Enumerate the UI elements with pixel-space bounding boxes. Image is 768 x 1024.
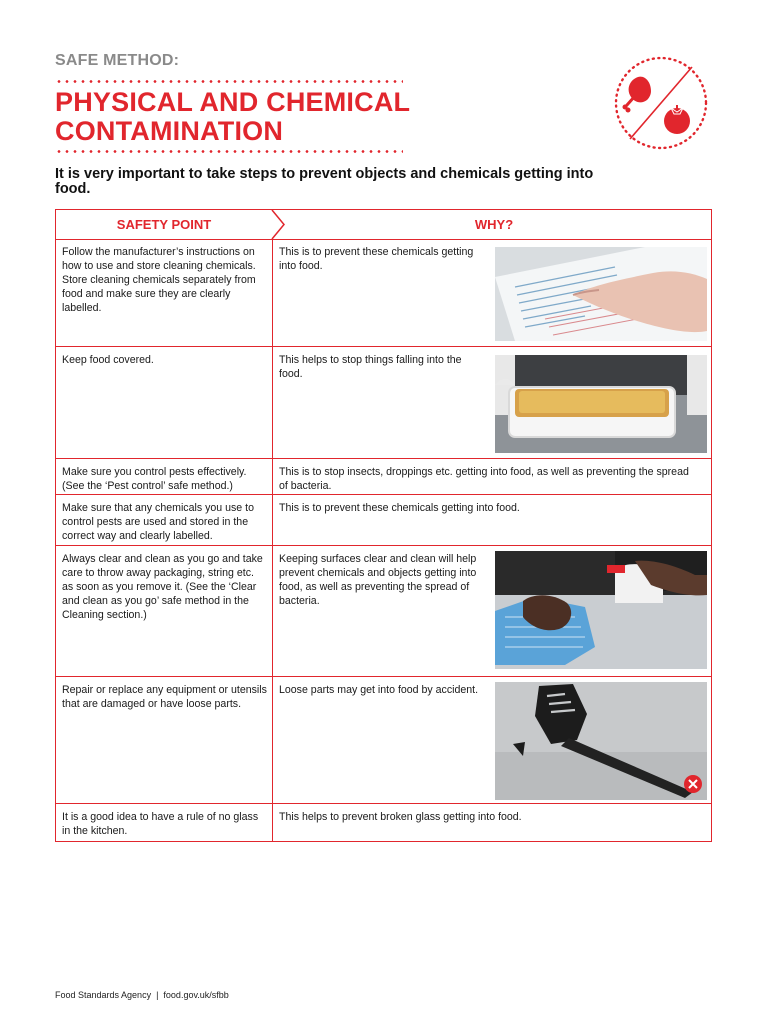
page-title <box>55 88 455 146</box>
column-divider <box>272 459 273 494</box>
why-text: Keeping surfaces clear and clean will help prevent chemicals and objects getting into food, as well as preventing the spread of bacteria. <box>279 553 477 607</box>
broken-spatula-photo <box>495 682 707 800</box>
column-divider <box>272 677 273 803</box>
table-row <box>56 347 711 459</box>
table-row <box>56 804 711 842</box>
column-divider <box>272 804 273 842</box>
safety-point-text: It is a good idea to have a rule of no glass in the kitchen. <box>62 811 259 837</box>
why-text: This helps to prevent broken glass getting into food. <box>279 811 522 823</box>
footer-org: Food Standards Agency <box>55 990 152 1000</box>
header-safety-point: SAFETY POINT <box>116 217 212 232</box>
safety-point-text: Make sure you control pests effectively. (See the ‘Pest control’ safe method.) <box>62 466 247 492</box>
covered-food-tray-photo <box>495 355 707 453</box>
header-why: WHY? <box>474 217 514 232</box>
no-raw-chicken-with-tomato-icon <box>608 55 714 151</box>
page-footer <box>55 990 229 1000</box>
title-line-2: CONTAMINATION <box>55 116 284 146</box>
column-divider <box>272 347 273 458</box>
table-row <box>56 459 711 495</box>
table-row <box>56 546 711 677</box>
table-header <box>56 210 711 240</box>
why-text: This is to prevent these chemicals getting into food. <box>279 502 520 514</box>
why-text: This helps to stop things falling into the food. <box>279 354 462 380</box>
why-text: Loose parts may get into food by accident. <box>279 684 479 696</box>
column-divider <box>272 546 273 676</box>
safety-point-text: Make sure that any chemicals you use to control pests are used and stored in the correct way and clearly labelled. <box>62 502 254 542</box>
safety-point-text: Keep food covered. <box>62 354 154 366</box>
why-text: This is to prevent these chemicals getting into food. <box>279 246 474 272</box>
section-eyebrow: SAFE METHOD: <box>55 52 180 69</box>
dotted-rule-top <box>55 80 403 83</box>
safety-point-text: Repair or replace any equipment or utensils that are damaged or have loose parts. <box>62 684 267 710</box>
cleaning-surface-photo <box>495 551 707 669</box>
safety-table <box>55 209 712 842</box>
why-text: This is to stop insects, droppings etc. getting into food, as well as preventing the spread of bacteria. <box>279 466 689 492</box>
title-line-1: PHYSICAL AND CHEMICAL <box>55 87 411 117</box>
safety-point-text: Always clear and clean as you go and take care to throw away packaging, string etc. as soon as you remove it. (See the ‘Clear and clean as you go’ safe method in the Cleaning section.) <box>62 553 263 621</box>
table-row <box>56 495 711 546</box>
chemical-label-photo <box>495 247 707 341</box>
table-row <box>56 239 711 347</box>
table-row <box>56 677 711 804</box>
column-divider <box>272 495 273 545</box>
dotted-rule-bottom <box>55 150 403 153</box>
footer-url-link[interactable]: food.gov.uk/sfbb <box>163 990 229 1000</box>
intro-text: It is very important to take steps to prevent objects and chemicals getting into food. <box>55 166 594 197</box>
footer-separator: | <box>156 990 159 1000</box>
column-divider <box>272 239 273 346</box>
safety-point-text: Follow the manufacturer’s instructions on how to use and store cleaning chemicals. Store cleaning chemicals separately from food and make sure they are clearly labelled. <box>62 246 256 314</box>
